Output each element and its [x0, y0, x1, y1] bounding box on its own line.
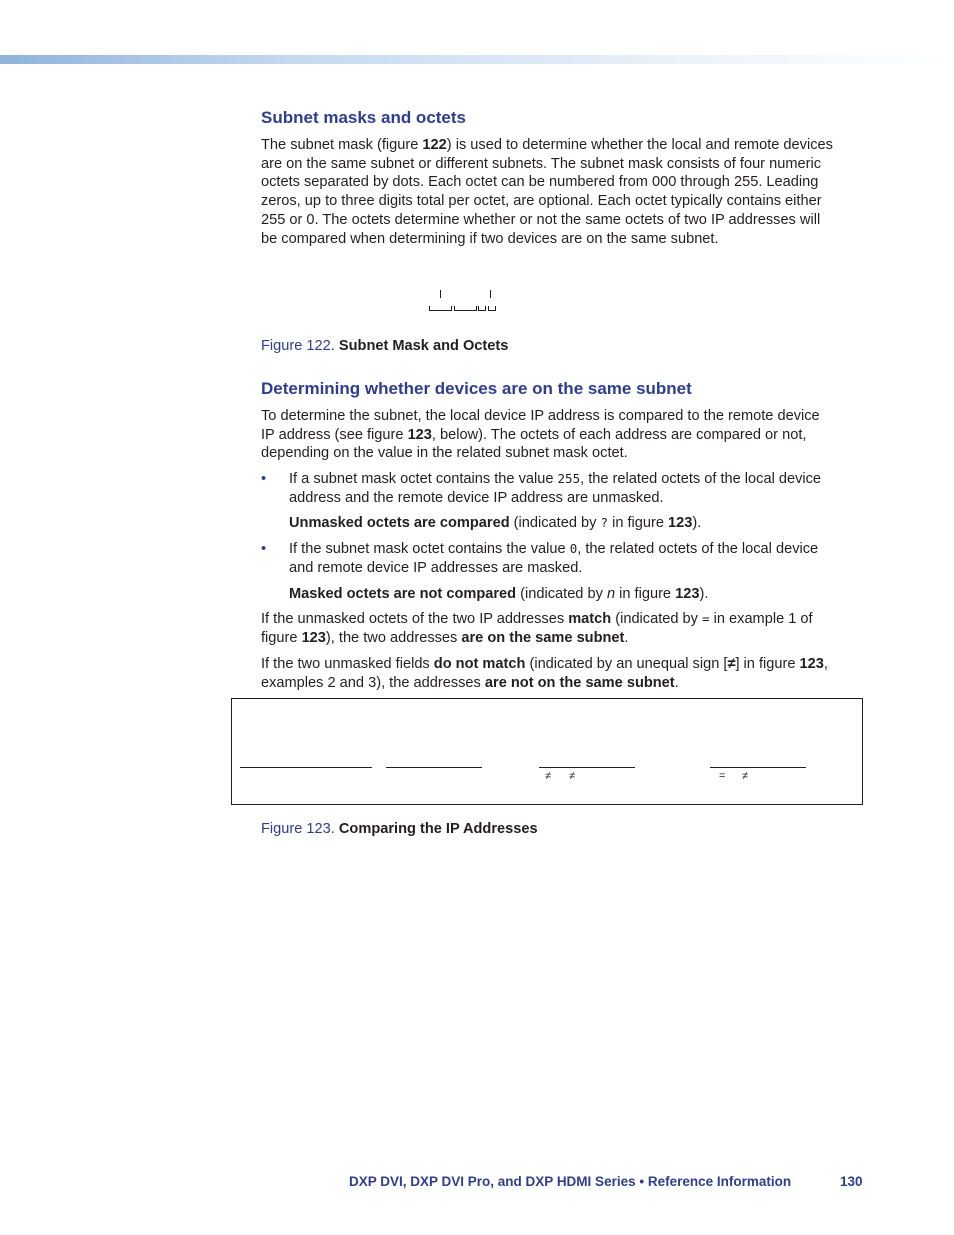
- figure-123-caption: Figure 123. Comparing the IP Addresses: [261, 821, 538, 837]
- example-3-line: [710, 767, 806, 768]
- bullet-masked: • If the subnet mask octet contains the value 0, the related octets of the local device and remote device IP addresses are masked.: [261, 541, 819, 576]
- example-3-symbol-1: =: [719, 770, 726, 782]
- page-number: 130: [840, 1174, 863, 1189]
- section-heading-subnet-masks: Subnet masks and octets: [261, 108, 467, 127]
- footer-title: DXP DVI, DXP DVI Pro, and DXP HDMI Series • Reference Information: [349, 1174, 792, 1189]
- match-paragraph: If the unmasked octets of the two IP addresses match (indicated by = in example 1 of figure 123), the two addresses are on the same subnet.: [261, 611, 813, 646]
- subnet-intro-paragraph: To determine the subnet, the local device IP address is compared to the remote device IP address (see figure 123, below). The octets of each address are compared or not, depending on the value in the related subnet mask octet.: [261, 408, 820, 462]
- example-2-symbol-1: ≠: [545, 770, 552, 782]
- subnet-mask-paragraph: The subnet mask (figure 122) is used to determine whether the local and remote devices are on the same subnet or different subnets. The subnet mask consists of four numeric octets separated by dots. Each octet can be numbered from 000 through 255. Leading zeros, up to three digits total per octet, are optional. Each octet typically contains either 255 or 0. The octets determine whether or not the same octets of two IP addresses will be compared when determining if two devices are on the same subnet.: [261, 137, 833, 247]
- ip-comparison-figure: [231, 698, 863, 805]
- no-match-paragraph: If the two unmasked fields do not match (indicated by an unequal sign [≠] in figure 123, examples 2 and 3), the addresses are not on the same subnet.: [261, 656, 828, 691]
- figure-122-caption: Figure 122. Subnet Mask and Octets: [261, 338, 509, 354]
- example-1-local-line: [240, 767, 372, 768]
- masked-note: Masked octets are not compared (indicated by n in figure 123).: [289, 586, 709, 602]
- header-band: [0, 55, 954, 64]
- example-1-remote-line: [386, 767, 482, 768]
- section-heading-same-subnet: Determining whether devices are on the same subnet: [261, 379, 692, 398]
- example-3-symbol-2: ≠: [742, 770, 749, 782]
- example-2-symbol-2: ≠: [569, 770, 576, 782]
- example-2-line: [539, 767, 635, 768]
- bullet-unmasked: • If a subnet mask octet contains the value 255, the related octets of the local device address and the remote device IP address are unmasked.: [261, 471, 822, 506]
- unmasked-note: Unmasked octets are compared (indicated by ? in figure 123).: [289, 515, 702, 531]
